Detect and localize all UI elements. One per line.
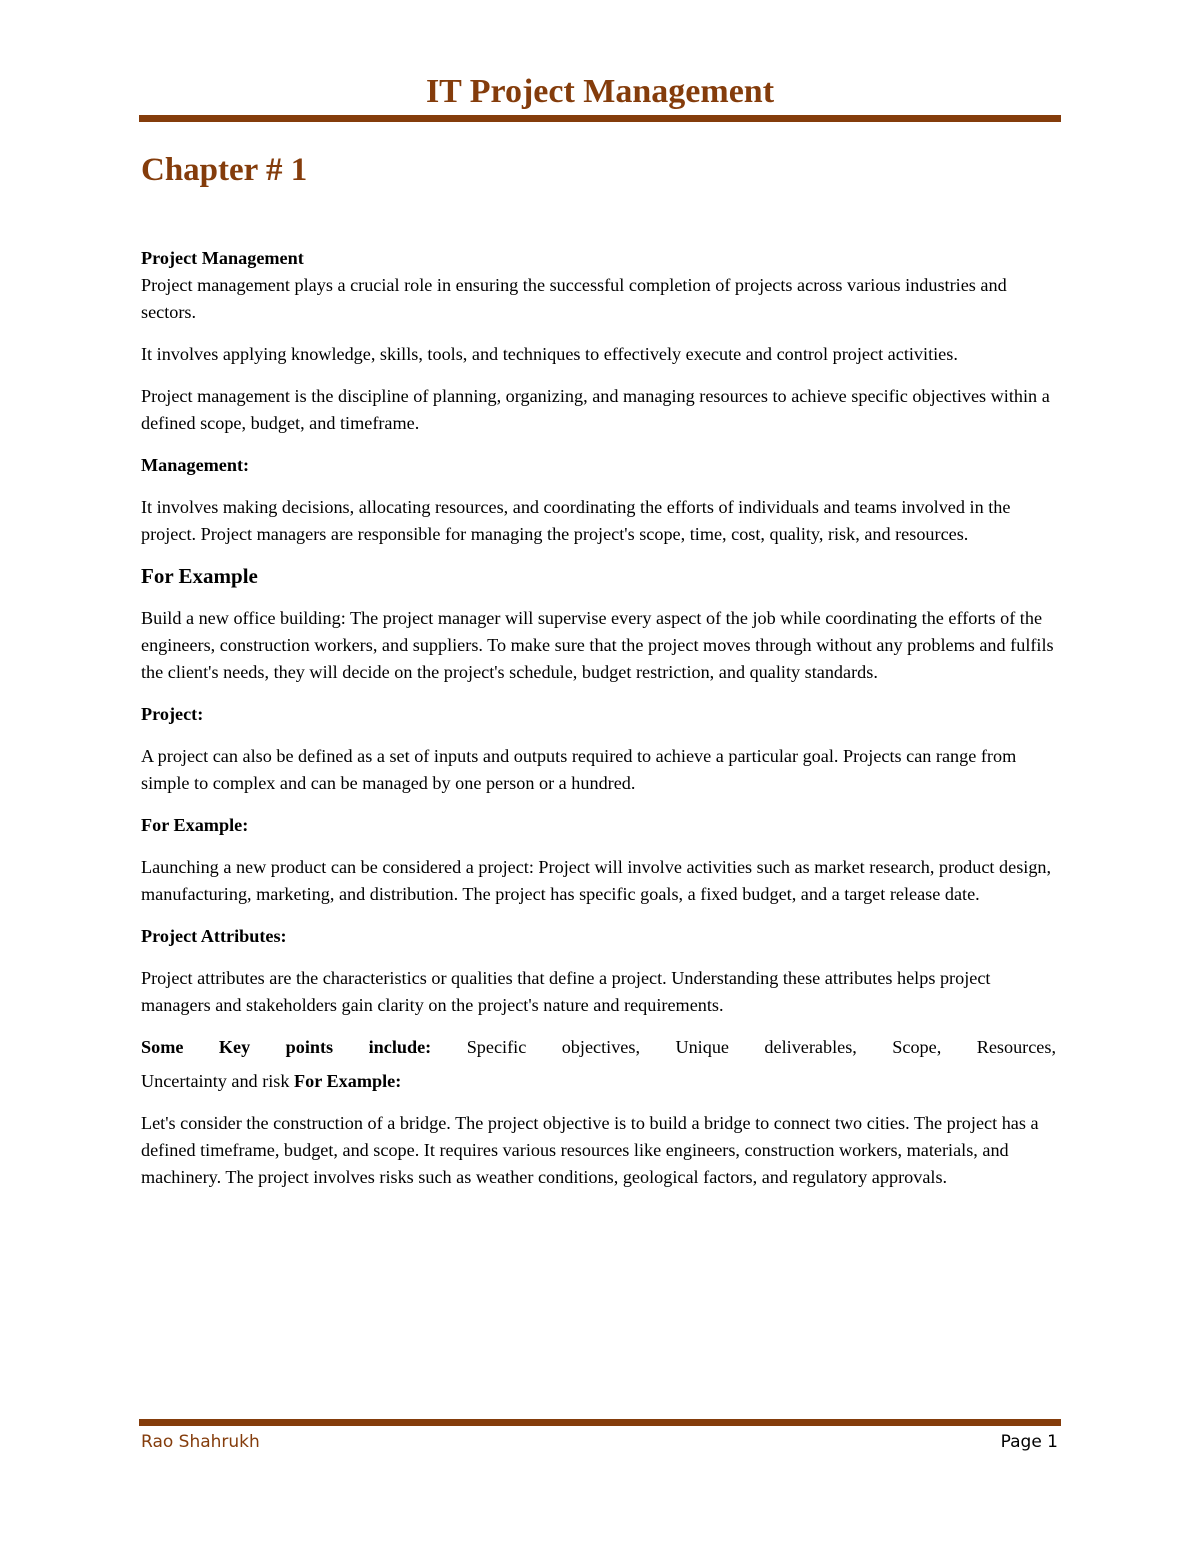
chapter-title: Chapter # 1 [141,152,308,188]
paragraph: Project management is the discipline of planning, organizing, and managing resources to achieve specific objectives within a defined scope, budget, and timeframe. [141,386,1050,433]
section-heading-project: Project: [141,704,204,724]
footer-page-number: Page 1 [1000,1432,1058,1452]
section-heading-management: Management: [141,455,250,475]
section-heading-for-example-2: For Example: [141,815,249,835]
paragraph: Project management plays a crucial role in ensuring the successful completion of projects across various industries and sectors. [141,275,1007,322]
paragraph: Project attributes are the characteristics or qualities that define a project. Understanding these attributes helps project managers and stakeholders gain clarity on the project's nature and requirements. [141,968,991,1015]
key-points-label: Some Key points include: [141,1037,432,1057]
document-body [141,245,1056,1191]
document-header-title: IT Project Management [425,73,775,110]
key-points-continued [141,1068,1056,1095]
footer-divider [139,1419,1061,1426]
paragraph: A project can also be defined as a set of inputs and outputs required to achieve a particular goal. Projects can range from simple to complex and can be managed by one person or a hundred. [141,746,1017,793]
header-divider [139,115,1061,122]
paragraph: Launching a new product can be considered a project: Project will involve activities such as market research, product design, manufacturing, marketing, and distribution. The project has specific goals, a fixed budget, and a target release date. [141,857,1052,904]
key-points-line [141,1034,1056,1061]
section-heading-project-attributes: Project Attributes: [141,926,287,946]
key-points-list: Specific objectives, Unique deliverables, Scope, Resources, [466,1037,1056,1057]
section-heading-for-example-3: For Example: [294,1071,402,1091]
key-points-list-continued: Uncertainty and risk [141,1071,290,1091]
section-heading-for-example: For Example [141,564,258,588]
paragraph: Build a new office building: The project manager will supervise every aspect of the job while coordinating the efforts of the engineers, construction workers, and suppliers. To make sure that the project moves through without any problems and fulfils the client's needs, they will decide on the project's schedule, budget restriction, and quality standards. [141,608,1054,682]
footer-author: Rao Shahrukh [141,1432,260,1452]
paragraph: It involves making decisions, allocating resources, and coordinating the efforts of individuals and teams involved in the project. Project managers are responsible for managing the project's scope, time, cost, quality, risk, and resources. [141,497,1011,544]
section-heading-project-management: Project Management [141,248,304,268]
paragraph: Let's consider the construction of a bridge. The project objective is to build a bridge to connect two cities. The project has a defined timeframe, budget, and scope. It requires various resources like engineers, construction workers, materials, and machinery. The project involves risks such as weather conditions, geological factors, and regulatory approvals. [141,1113,1039,1187]
paragraph: It involves applying knowledge, skills, tools, and techniques to effectively execute and control project activities. [141,344,958,364]
